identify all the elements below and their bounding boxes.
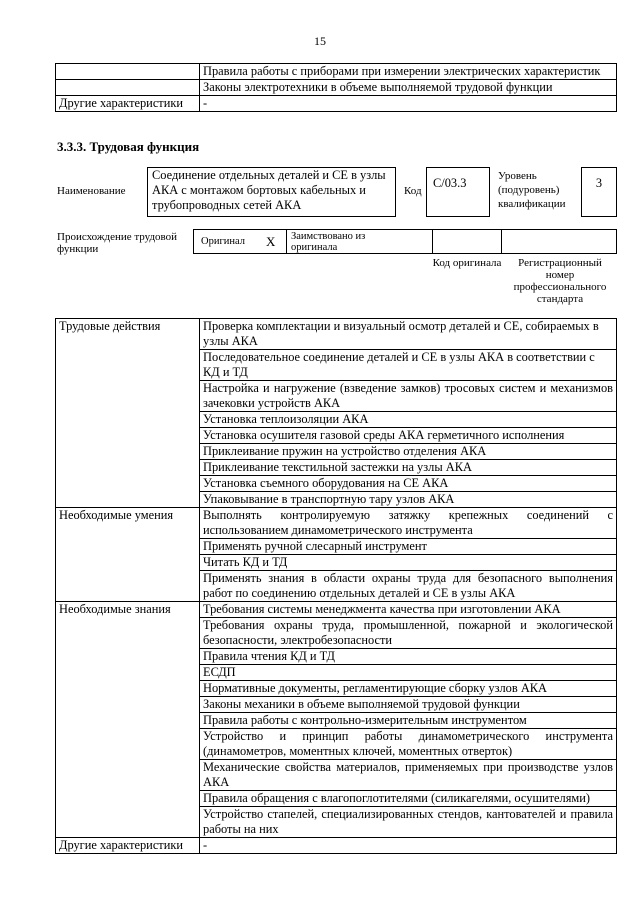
code-box: С/03.3 [426, 167, 490, 217]
original-cell [193, 229, 287, 254]
row-label [56, 64, 200, 80]
name-label: Наименование [57, 185, 126, 197]
group-label: Необходимые умения [56, 508, 200, 602]
table-row [56, 602, 617, 618]
code-original-label: Код оригинала [432, 257, 502, 269]
group-item: Законы механики в объеме выполняемой трудовой функции [200, 697, 617, 713]
reg-number-label: Регистрационный номер профессионального стандарта [513, 257, 607, 305]
group-item: Правила обращения с влагопоглотителями (силикагелями, осушителями) [200, 791, 617, 807]
page-number: 15 [314, 34, 326, 48]
table-row [56, 508, 617, 539]
group-item: Правила чтения КД и ТД [200, 649, 617, 665]
function-name-box: Соединение отдельных деталей и СЕ в узлы АКА с монтажом бортовых кабельных и трубопроводных сетей АКА [147, 167, 396, 217]
group-item: Требования охраны труда, промышленной, пожарной и экологической безопасности, электробезопасности [200, 618, 617, 649]
reg-number-cell [501, 229, 617, 254]
group-item: Применять знания в области охраны труда для безопасного выполнения работ по соединению отдельных деталей и СЕ в узлы АКА [200, 571, 617, 602]
row-value: - [200, 96, 617, 112]
group-item: Нормативные документы, регламентирующие сборку узлов АКА [200, 681, 617, 697]
row-label: Другие характеристики [56, 96, 200, 112]
table-row [56, 319, 617, 350]
group-item: Правила работы с контрольно-измерительным инструментом [200, 713, 617, 729]
original-mark: X [266, 234, 276, 249]
group-item: - [200, 838, 617, 854]
table-row [56, 64, 617, 80]
section-title: 3.3.3. Трудовая функция [57, 139, 200, 154]
group-item: Установка съемного оборудования на СЕ АКА [200, 476, 617, 492]
origin-label: Происхождение трудовой функции [57, 231, 178, 255]
group-item: Проверка комплектации и визуальный осмотр деталей и СЕ, собираемых в узлы АКА [200, 319, 617, 350]
group-item: Применять ручной слесарный инструмент [200, 539, 617, 555]
table-row [56, 96, 617, 112]
group-item: Настройка и нагружение (взведение замков) тросовых систем и механизмов зачековки устройств АКА [200, 381, 617, 412]
row-value: Правила работы с приборами при измерении электрических характеристик [200, 64, 617, 80]
group-label: Трудовые действия [56, 319, 200, 508]
table-row [56, 838, 617, 854]
level-box: 3 [581, 167, 617, 217]
function-content-body [56, 319, 617, 854]
group-item: Требования системы менеджмента качества при изготовлении АКА [200, 602, 617, 618]
row-value: Законы электротехники в объеме выполняемой трудовой функции [200, 80, 617, 96]
group-label: Другие характеристики [56, 838, 200, 854]
group-item: Упаковывание в транспортную тару узлов АКА [200, 492, 617, 508]
group-item: Установка осушителя газовой среды АКА герметичного исполнения [200, 428, 617, 444]
group-item: Приклеивание пружин на устройство отделения АКА [200, 444, 617, 460]
table-row [56, 80, 617, 96]
original-label: Оригинал [201, 236, 245, 247]
code-label: Код [404, 185, 422, 197]
group-item: Выполнять контролируемую затяжку крепежных соединений с использованием динамометрического инструмента [200, 508, 617, 539]
group-item: Устройство и принцип работы динамометрического инструмента (динамометров, моментных ключей, моментных отверток) [200, 729, 617, 760]
group-item: Устройство стапелей, специализированных стендов, кантователей и правила работы на них [200, 807, 617, 838]
group-item: ЕСДП [200, 665, 617, 681]
function-content-table [55, 318, 617, 854]
row-label [56, 80, 200, 96]
previous-function-table [55, 63, 617, 112]
borrowed-cell [286, 229, 433, 254]
qualification-level-label: Уровень (подуровень) квалификации [498, 170, 566, 210]
group-label: Необходимые знания [56, 602, 200, 838]
code-original-cell [432, 229, 502, 254]
group-item: Читать КД и ТД [200, 555, 617, 571]
group-item: Механические свойства материалов, применяемых при производстве узлов АКА [200, 760, 617, 791]
group-item: Последовательное соединение деталей и СЕ в узлы АКА в соответствии с КД и ТД [200, 350, 617, 381]
group-item: Установка теплоизоляции АКА [200, 412, 617, 428]
group-item: Приклеивание текстильной застежки на узлы АКА [200, 460, 617, 476]
borrowed-label: Заимствовано из оригинала [291, 231, 366, 253]
